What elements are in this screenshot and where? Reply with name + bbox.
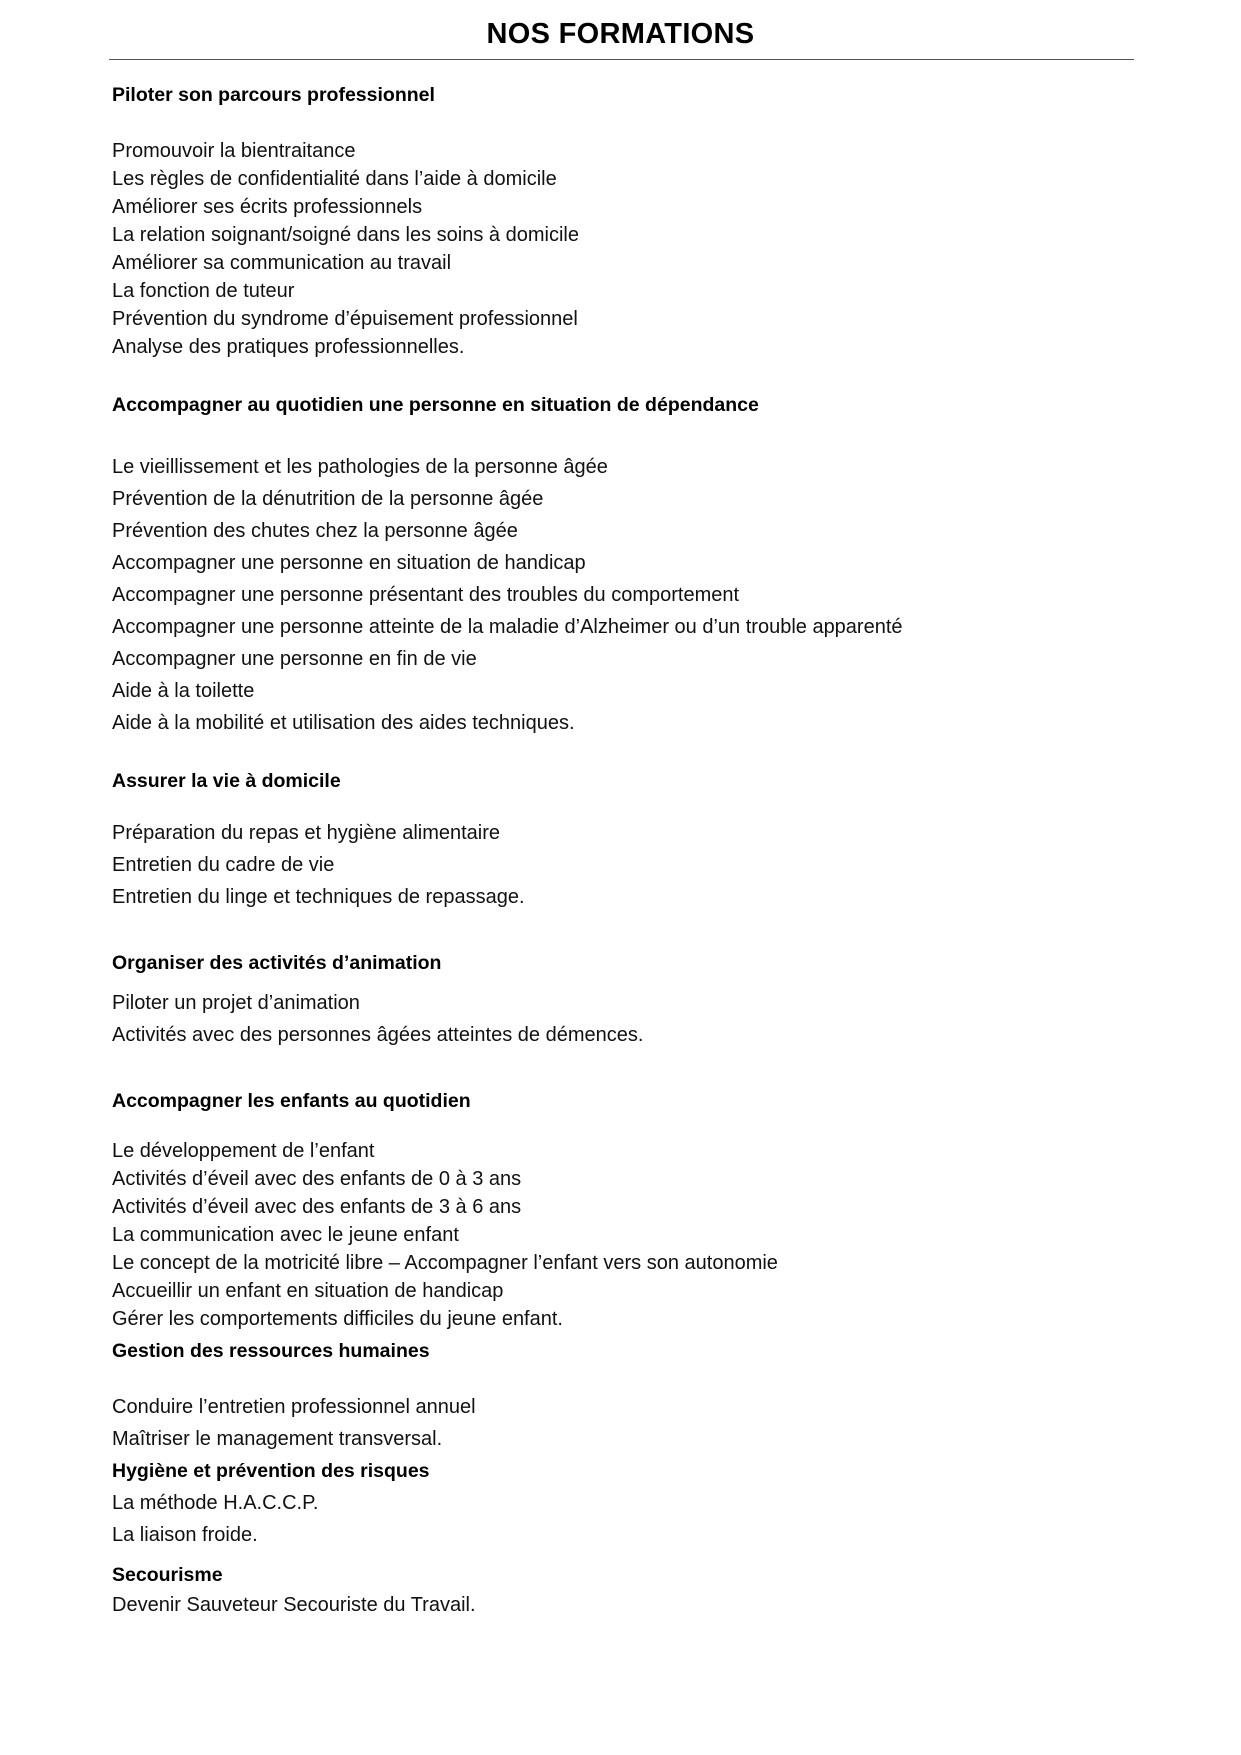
list-item: La fonction de tuteur [112, 280, 295, 302]
section-heading: Assurer la vie à domicile [112, 770, 341, 792]
list-item: Accompagner une personne en situation de handicap [112, 552, 586, 574]
list-item: Activités d’éveil avec des enfants de 3 à 6 ans [112, 1196, 522, 1218]
list-item: Les règles de confidentialité dans l’aide à domicile [112, 168, 557, 190]
list-item: Entretien du cadre de vie [112, 854, 335, 876]
list-item: La relation soignant/soigné dans les soins à domicile [112, 224, 579, 246]
title-divider [109, 59, 1134, 60]
list-item: Prévention du syndrome d’épuisement professionnel [112, 308, 578, 330]
list-item: Activités avec des personnes âgées atteintes de démences. [112, 1024, 644, 1046]
list-item: Accompagner une personne présentant des troubles du comportement [112, 584, 740, 606]
list-item: La communication avec le jeune enfant [112, 1224, 459, 1246]
list-item: Accueillir un enfant en situation de handicap [112, 1280, 504, 1302]
section-heading: Secourisme [112, 1564, 223, 1586]
page-title: NOS FORMATIONS [486, 18, 755, 50]
list-item: Aide à la mobilité et utilisation des aides techniques. [112, 712, 575, 734]
list-item: Gérer les comportements difficiles du jeune enfant. [112, 1308, 563, 1330]
list-item: Accompagner une personne en fin de vie [112, 648, 477, 670]
list-item: Devenir Sauveteur Secouriste du Travail. [112, 1594, 476, 1616]
list-item: Prévention des chutes chez la personne âgée [112, 520, 518, 542]
list-item: Conduire l’entretien professionnel annuel [112, 1396, 476, 1418]
list-item: Le vieillissement et les pathologies de la personne âgée [112, 456, 608, 478]
list-item: Analyse des pratiques professionnelles. [112, 336, 465, 358]
list-item: Maîtriser le management transversal. [112, 1428, 443, 1450]
section-heading: Piloter son parcours professionnel [112, 84, 435, 106]
list-item: Le développement de l’enfant [112, 1140, 375, 1162]
list-item: Entretien du linge et techniques de repassage. [112, 886, 525, 908]
list-item: Améliorer ses écrits professionnels [112, 196, 423, 218]
section-heading: Hygiène et prévention des risques [112, 1460, 430, 1482]
list-item: Promouvoir la bientraitance [112, 140, 356, 162]
list-item: Préparation du repas et hygiène alimentaire [112, 822, 501, 844]
list-item: Prévention de la dénutrition de la personne âgée [112, 488, 544, 510]
section-heading: Organiser des activités d’animation [112, 952, 442, 974]
section-heading: Accompagner les enfants au quotidien [112, 1090, 471, 1112]
list-item: Accompagner une personne atteinte de la maladie d’Alzheimer ou d’un trouble apparenté [112, 616, 903, 638]
list-item: La méthode H.A.C.C.P. [112, 1492, 319, 1514]
section-heading: Gestion des ressources humaines [112, 1340, 430, 1362]
list-item: Aide à la toilette [112, 680, 255, 702]
section-heading: Accompagner au quotidien une personne en situation de dépendance [112, 394, 759, 416]
list-item: La liaison froide. [112, 1524, 258, 1546]
list-item: Activités d’éveil avec des enfants de 0 à 3 ans [112, 1168, 522, 1190]
list-item: Le concept de la motricité libre – Accompagner l’enfant vers son autonomie [112, 1252, 778, 1274]
list-item: Piloter un projet d’animation [112, 992, 360, 1014]
list-item: Améliorer sa communication au travail [112, 252, 452, 274]
